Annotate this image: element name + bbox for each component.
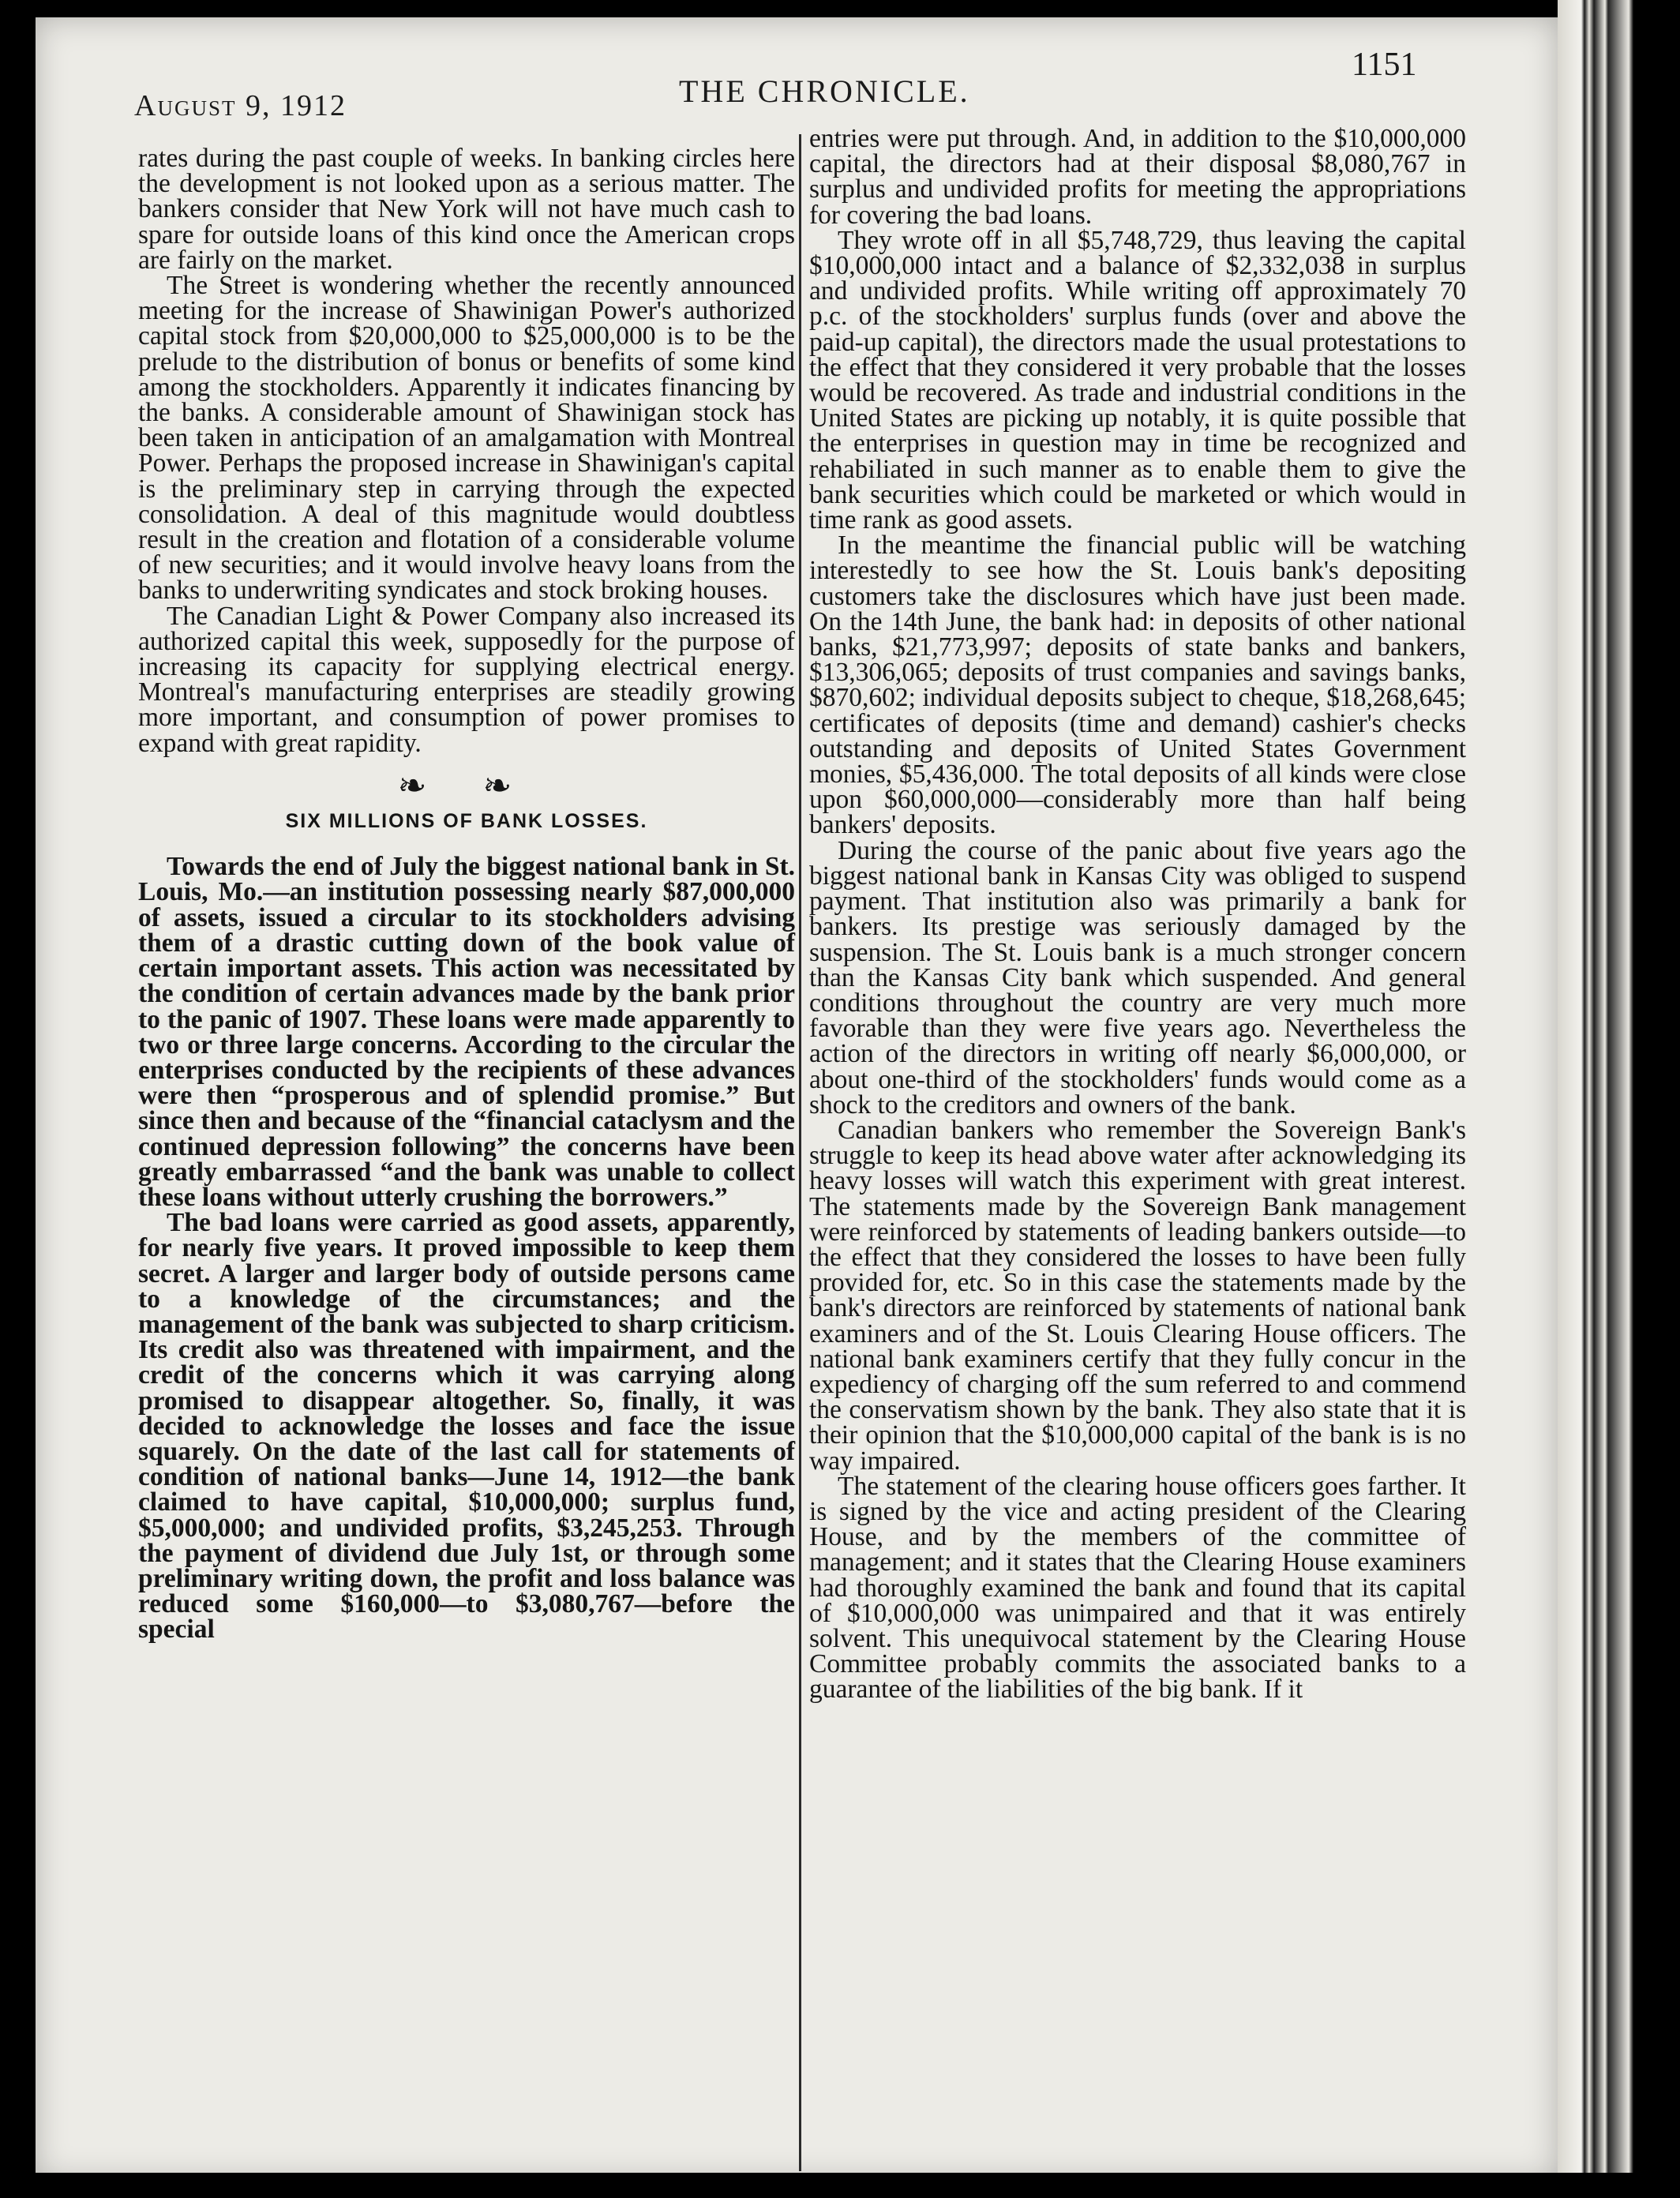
paragraph: The Canadian Light & Power Company also increased its authorized capital this week, supposedly for the purpose of increasing its capacity for supplying electrical energy. Montreal's manufacturing enterprises are steadily growing more important, and consumption of power promises to expand with great rapidity.	[138, 601, 795, 758]
section-heading: SIX MILLIONS OF BANK LOSSES.	[285, 810, 648, 833]
paragraph: The bad loans were carried as good assets, apparently, for nearly five years. It proved impossible to keep them secret. A larger and larger body of outside persons came to a knowledge of the circumstances; and the management of the bank was subjected to sharp criticism. Its credit also was threatened with impairment, and the credit of the concerns which it was carrying along promised to disappear altogether. So, finally, it was decided to acknowledge the losses and face the issue squarely. On the date of the last call for statements of condition of national banks—June 14, 1912—the bank claimed to have capital, $10,000,000; surplus fund, $5,000,000; and undivided profits, $3,245,253. Through the payment of dividend due July 1st, or through some preliminary writing down, the profit and loss balance was reduced some $160,000—to $3,080,767—before the special	[138, 1208, 795, 1645]
paragraph: entries were put through. And, in addition to the $10,000,000 capital, the directors had at their disposal $8,080,767 in surplus and undivided profits for meeting the appropriations for covering the bad loans.	[809, 124, 1466, 230]
paragraph: The Street is wondering whether the recently announced meeting for the increase of Shawinigan Power's authorized capital stock from $20,000,000 to $25,000,000 is to be the prelude to the distribution of bonus or benefits of some kind among the stockholders. Apparently it indicates financing by the banks. A considerable amount of Shawinigan stock has been taken in anticipation of an amalgamation with Montreal Power. Perhaps the proposed increase in Shawinigan's capital is the preliminary step in carrying through the expected consolidation. A deal of this magnitude would doubtless result in the creation and flotation of a considerable volume of new securities; and it would involve heavy loans from the banks to underwriting syndicates and stock broking houses.	[138, 271, 795, 606]
paragraph: The statement of the clearing house officers goes farther. It is signed by the vice and acting president of the Clearing House, and by the members of the committee of management; and it states that the Clearing House examiners had thoroughly examined the bank and found that its capital of $10,000,000 was unimpaired and that it was entirely solvent. This unequivocal statement by the Clearing House Committee probably commits the associated banks to a guarantee of the liabilities of the big bank. If it	[809, 1471, 1466, 1705]
ornament-fleurons: ❧ ❧	[397, 766, 536, 805]
page-number: 1151	[1352, 47, 1417, 83]
running-head-title: THE CHRONICLE.	[679, 73, 970, 109]
stacked-page-edges	[1558, 0, 1680, 2198]
column-rule	[799, 134, 801, 2171]
paragraph: In the meantime the financial public will be watching interestedly to see how the St. Louis bank's depositing customers take the disclosures which have just been made. On the 14th June, the bank had: in deposits of other national banks, $21,773,997; deposits of state banks and bankers, $13,306,065; deposits of trust companies and savings banks, $870,602; individual deposits subject to cheque, $18,268,645; certificates of deposits (time and demand) cashier's checks outstanding and deposits of United States Government monies, $5,436,000. The total deposits of all kinds were close upon $60,000,000—considerably more than half being bankers' deposits.	[809, 531, 1466, 840]
right-column	[809, 126, 1466, 1703]
paragraph: rates during the past couple of weeks. In banking circles here the development is not looked upon as a serious matter. The bankers consider that New York will not have much cash to spare for outside loans of this kind once the American crops are fairly on the market.	[138, 144, 795, 275]
left-column	[138, 146, 795, 1643]
scan-border	[0, 2173, 1680, 2198]
paragraph: They wrote off in all $5,748,729, thus leaving the capital $10,000,000 intact and a balance of $2,332,038 in surplus and undivided profits. While writing off approximately 70 p.c. of the stockholders' surplus funds (over and above the paid-up capital), the directors made the usual protestations to the effect that they considered it very probable that the losses would be recovered. As trade and industrial conditions in the United States are picking up notably, it is quite possible that the enterprises in question may in time be recognized and rehabiliated in such manner as to enable them to give the bank securities which could be marketed or which would in time rank as good assets.	[809, 225, 1466, 535]
running-head-date: August 9, 1912	[134, 89, 347, 122]
paragraph: During the course of the panic about five years ago the biggest national bank in Kansas City was obliged to suspend payment. That institution also was primarily a bank for bankers. Its prestige was seriously damaged by the suspension. The St. Louis bank is a much stronger concern than the Kansas City bank which suspended. And general conditions throughout the country are very much more favorable than they were five years ago. Nevertheless the action of the directors in writing off nearly $6,000,000, or about one-third of the stockholders' funds would come as a shock to the creditors and owners of the bank.	[809, 835, 1466, 1120]
paragraph: Canadian bankers who remember the Sovereign Bank's struggle to keep its head above water after acknowledging its heavy losses will watch this experiment with great interest. The statements made by the Sovereign Bank management were reinforced by statements of leading bankers outside—to the effect that they considered the losses to have been fully provided for, etc. So in this case the statements made by the bank's directors are reinforced by statements of national bank examiners and of the St. Louis Clearing House officers. The national bank examiners certify that they fully concur in the expediency of charging off the sum referred to and commend the conservatism shown by the bank. They also state that it is their opinion that the $10,000,000 capital of the bank is is no way impaired.	[809, 1115, 1466, 1476]
paragraph: Towards the end of July the biggest national bank in St. Louis, Mo.—an institution possessing nearly $87,000,000 of assets, issued a circular to its stockholders advising them of a drastic cutting down of the book value of certain important assets. This action was necessitated by the condition of certain advances made by the bank prior to the panic of 1907. These loans were made apparently to two or three large concerns. According to the circular the enterprises conducted by the recipients of these advances were then “prosperous and of splendid promise.” But since then and because of the “financial cataclysm and the continued depression following” the concerns have been greatly embarrassed “and the bank was unable to collect these loans without utterly crushing the borrowers.”	[138, 852, 795, 1212]
